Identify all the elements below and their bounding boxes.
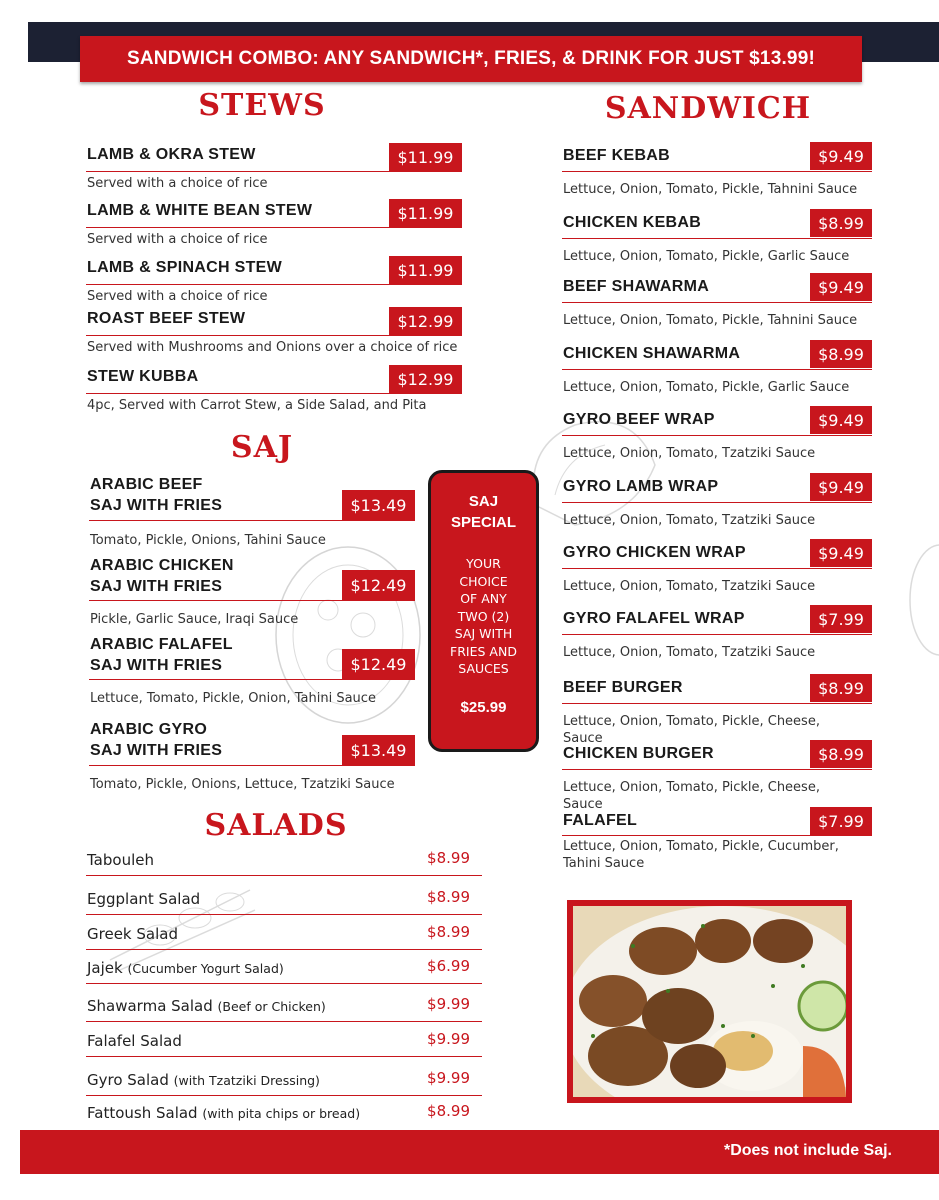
- salad-item-price: $6.99: [427, 957, 470, 975]
- salad-item: [86, 885, 482, 915]
- sandwich-item-desc: Lettuce, Onion, Tomato, Tzatziki Sauce: [563, 645, 816, 660]
- salads-title: SALADS: [204, 808, 348, 843]
- sandwich-item-price: $8.99: [810, 209, 872, 237]
- salad-item-name: [87, 890, 200, 908]
- saj-title: SAJ: [230, 430, 294, 465]
- sandwich-item-desc: Lettuce, Onion, Tomato, Pickle, Tahnini Sauce: [563, 313, 858, 328]
- footer-bar: [20, 1130, 939, 1174]
- saj-item-name-line1: ARABIC GYRO: [90, 721, 208, 738]
- sandwich-item-name: BEEF BURGER: [563, 679, 683, 696]
- salad-item-label: Greek Salad: [87, 925, 178, 943]
- salad-item: [86, 992, 482, 1022]
- divider: [86, 983, 482, 984]
- saj-item-name: [90, 634, 233, 676]
- divider: [86, 914, 482, 915]
- saj-item-price: $13.49: [342, 735, 415, 765]
- salad-item-note: (with pita chips or bread): [202, 1106, 361, 1121]
- stew-item-name: LAMB & WHITE BEAN STEW: [87, 202, 313, 219]
- sandwich-item-price: $9.49: [810, 273, 872, 301]
- sandwich-item-price: $8.99: [810, 340, 872, 368]
- saj-item-name-line2: SAJ WITH FRIES: [90, 657, 223, 674]
- divider: [562, 769, 872, 770]
- saj-item-name-line2: SAJ WITH FRIES: [90, 742, 223, 759]
- sandwich-item-desc: Lettuce, Onion, Tomato, Pickle, Cucumber, Tahini Sauce: [563, 839, 839, 871]
- sandwich-item-price: $9.49: [810, 406, 872, 434]
- sandwich-item-name: GYRO LAMB WRAP: [563, 478, 719, 495]
- stew-item-name: STEW KUBBA: [87, 368, 199, 385]
- sandwich-item-name: BEEF KEBAB: [563, 147, 671, 164]
- divider: [86, 227, 462, 228]
- saj-item-name: [90, 719, 222, 761]
- stew-item-name: LAMB & SPINACH STEW: [87, 259, 283, 276]
- salad-item-note: (with Tzatziki Dressing): [173, 1073, 320, 1088]
- salad-item: [86, 846, 482, 876]
- stew-item-price: $11.99: [389, 143, 462, 171]
- divider: [86, 1095, 482, 1096]
- saj-item-desc: Lettuce, Tomato, Pickle, Onion, Tahini Sauce: [90, 691, 376, 706]
- sandwich-item-name: FALAFEL: [563, 812, 638, 829]
- saj-special-price: $25.99: [460, 698, 507, 716]
- saj-special-title-line2: SPECIAL: [450, 514, 516, 531]
- salad-item-label: Fattoush Salad: [87, 1104, 198, 1122]
- saj-special-line: FRIES AND: [450, 643, 517, 659]
- stew-item-price: $11.99: [389, 256, 462, 284]
- salad-item-label: Eggplant Salad: [87, 890, 201, 908]
- divider: [89, 679, 415, 680]
- stew-item-name: LAMB & OKRA STEW: [87, 146, 256, 163]
- divider: [89, 765, 415, 766]
- saj-special-line: SAUCES: [458, 661, 509, 676]
- sandwich-item-price: $9.49: [810, 473, 872, 501]
- divider: [86, 393, 462, 394]
- sandwich-item-desc: Lettuce, Onion, Tomato, Pickle, Tahnini Sauce: [563, 182, 858, 197]
- divider: [562, 568, 872, 569]
- saj-special-line: CHOICE: [459, 573, 508, 589]
- sandwich-item-name: CHICKEN KEBAB: [563, 214, 702, 231]
- sandwich-item-name: GYRO BEEF WRAP: [563, 411, 715, 428]
- saj-item-name-line1: ARABIC BEEF: [90, 476, 203, 493]
- sandwich-item-name: GYRO CHICKEN WRAP: [563, 544, 746, 561]
- stew-item-desc: Served with a choice of rice: [87, 289, 268, 304]
- combo-banner: [80, 36, 862, 82]
- sandwich-item-name: BEEF SHAWARMA: [563, 278, 710, 295]
- sandwich-item-desc: Lettuce, Onion, Tomato, Tzatziki Sauce: [563, 446, 816, 461]
- saj-special-line: YOUR: [466, 556, 501, 571]
- salad-item: [86, 1099, 482, 1129]
- salad-item-label: Falafel Salad: [87, 1032, 182, 1050]
- salad-item-label: Tabouleh: [87, 851, 154, 869]
- salad-item-price: $9.99: [427, 1069, 470, 1087]
- salad-item-note: (Beef or Chicken): [217, 999, 326, 1014]
- salad-item: [86, 920, 482, 950]
- saj-special-line: SAJ WITH: [454, 626, 513, 641]
- stew-item-desc: Served with Mushrooms and Onions over a choice of rice: [87, 340, 458, 355]
- sandwich-item-price: $9.49: [810, 142, 872, 170]
- saj-item-price: $12.49: [342, 649, 415, 679]
- saj-item-name-line1: ARABIC CHICKEN: [90, 557, 234, 574]
- sandwich-item-price: $8.99: [810, 674, 872, 702]
- sandwich-title: SANDWICH: [604, 91, 812, 126]
- salad-item: [86, 954, 482, 984]
- saj-item-name-line1: ARABIC FALAFEL: [90, 636, 233, 653]
- salad-item-name: [87, 1032, 182, 1050]
- salad-item-price: $9.99: [427, 1030, 470, 1048]
- saj-item-name: [90, 555, 234, 597]
- salad-item-price: $8.99: [427, 1102, 470, 1120]
- divider: [562, 634, 872, 635]
- saj-item-desc: Tomato, Pickle, Onions, Tahini Sauce: [90, 533, 326, 548]
- salad-item: [86, 1027, 482, 1057]
- salad-item-name: [87, 1104, 360, 1122]
- salad-item-label: Shawarma Salad: [87, 997, 213, 1015]
- salad-item-name: [87, 1071, 320, 1089]
- saj-item-name-line2: SAJ WITH FRIES: [90, 578, 223, 595]
- salad-item-label: Gyro Salad: [87, 1071, 169, 1089]
- saj-item-name-line2: SAJ WITH FRIES: [90, 497, 223, 514]
- divider: [89, 520, 415, 521]
- saj-item-desc: Tomato, Pickle, Onions, Lettuce, Tzatziki Sauce: [90, 777, 395, 792]
- sandwich-item-price: $9.49: [810, 539, 872, 567]
- salad-item-price: $8.99: [427, 888, 470, 906]
- combo-banner-text: SANDWICH COMBO: ANY SANDWICH*, FRIES, & DRINK FOR JUST $13.99!: [126, 48, 815, 69]
- sandwich-item-desc: Lettuce, Onion, Tomato, Tzatziki Sauce: [563, 513, 816, 528]
- divider: [562, 171, 872, 172]
- sandwich-item-price: $7.99: [810, 807, 872, 835]
- divider: [86, 1021, 482, 1022]
- footer-note: *Does not include Saj.: [723, 1142, 892, 1159]
- stew-item-name: ROAST BEEF STEW: [87, 310, 246, 327]
- salad-item: [86, 1066, 482, 1096]
- divider: [562, 302, 872, 303]
- stew-item-price: $12.99: [389, 307, 462, 335]
- falafel-plate-image: [573, 906, 846, 1097]
- saj-item-price: $13.49: [342, 490, 415, 520]
- sandwich-item-name: CHICKEN SHAWARMA: [563, 345, 741, 362]
- sandwich-item-desc: Lettuce, Onion, Tomato, Pickle, Garlic Sauce: [563, 249, 850, 264]
- divider: [562, 435, 872, 436]
- sandwich-item-desc: Lettuce, Onion, Tomato, Tzatziki Sauce: [563, 579, 816, 594]
- saj-special-title: [431, 491, 536, 533]
- falafel-plate-photo: [567, 900, 852, 1103]
- salad-item-price: $8.99: [427, 849, 470, 867]
- divider: [86, 335, 462, 336]
- divider: [86, 1056, 482, 1057]
- salad-item-name: [87, 851, 154, 869]
- salad-item-name: [87, 925, 178, 943]
- divider: [562, 835, 872, 836]
- saj-item-price: $12.49: [342, 570, 415, 600]
- salad-item-name: [87, 959, 284, 977]
- divider: [89, 600, 415, 601]
- saj-special-line: OF ANY: [460, 591, 507, 606]
- divider: [562, 703, 872, 704]
- sandwich-item-price: $8.99: [810, 740, 872, 768]
- sandwich-item-desc: Lettuce, Onion, Tomato, Pickle, Cheese, Sauce: [563, 714, 820, 746]
- divider: [86, 875, 482, 876]
- food-sketch-icon: [900, 540, 939, 660]
- saj-special-desc: [431, 555, 536, 678]
- stew-item-price: $11.99: [389, 199, 462, 227]
- divider: [562, 369, 872, 370]
- sandwich-item-desc: Lettuce, Onion, Tomato, Pickle, Garlic Sauce: [563, 380, 850, 395]
- stew-item-price: $12.99: [389, 365, 462, 393]
- stew-item-desc: Served with a choice of rice: [87, 232, 268, 247]
- divider: [562, 502, 872, 503]
- saj-special-title-line1: SAJ: [468, 493, 499, 510]
- divider: [86, 949, 482, 950]
- divider: [86, 171, 462, 172]
- saj-special-box: [428, 470, 539, 752]
- salad-item-note: (Cucumber Yogurt Salad): [127, 961, 284, 976]
- salad-item-label: Jajek: [87, 959, 123, 977]
- salad-item-name: [87, 997, 326, 1015]
- divider: [86, 284, 462, 285]
- sandwich-item-price: $7.99: [810, 605, 872, 633]
- sandwich-item-name: GYRO FALAFEL WRAP: [563, 610, 745, 627]
- stew-item-desc: 4pc, Served with Carrot Stew, a Side Salad, and Pita: [87, 398, 427, 413]
- divider: [562, 238, 872, 239]
- saj-item-desc: Pickle, Garlic Sauce, Iraqi Sauce: [90, 612, 299, 627]
- stews-title: STEWS: [198, 88, 326, 123]
- sandwich-item-desc: Lettuce, Onion, Tomato, Pickle, Cheese, Sauce: [563, 780, 820, 812]
- saj-item-name: [90, 474, 222, 516]
- stew-item-desc: Served with a choice of rice: [87, 176, 268, 191]
- sandwich-item-name: CHICKEN BURGER: [563, 745, 714, 762]
- salad-item-price: $9.99: [427, 995, 470, 1013]
- saj-special-line: TWO (2): [457, 608, 510, 624]
- salad-item-price: $8.99: [427, 923, 470, 941]
